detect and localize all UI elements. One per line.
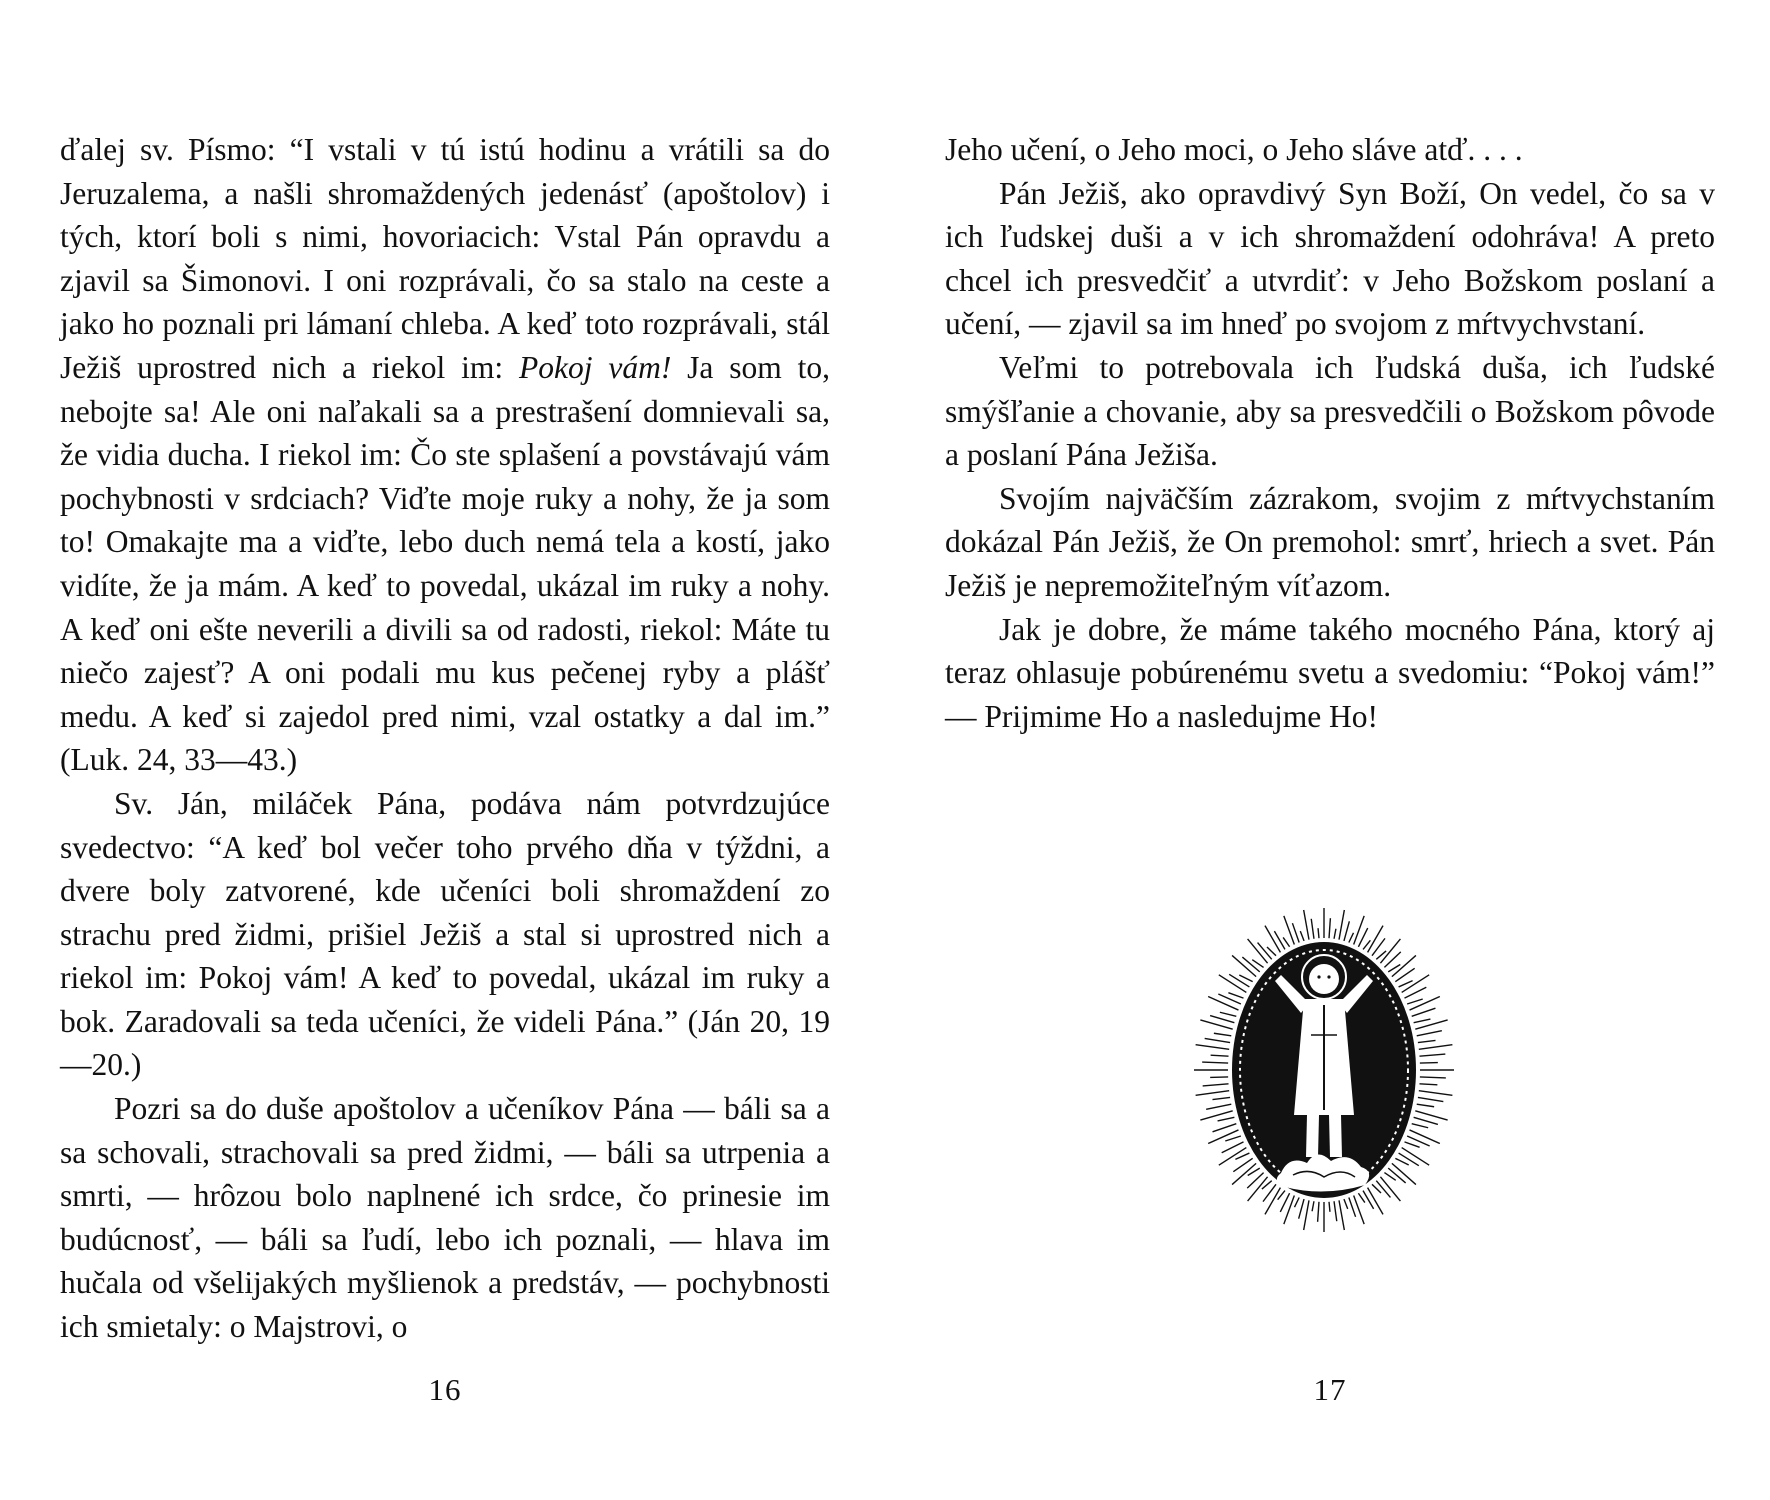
left-page-text	[60, 128, 830, 1349]
ray	[1206, 1104, 1231, 1109]
ray	[1214, 1033, 1231, 1036]
ray	[1368, 1188, 1383, 1215]
ray	[1210, 1077, 1228, 1078]
ray	[1419, 1084, 1437, 1085]
ray	[1344, 1199, 1348, 1209]
ray	[1280, 1193, 1289, 1212]
left-page	[60, 0, 830, 1500]
ray	[1274, 931, 1285, 949]
ray	[1354, 916, 1365, 945]
ray	[1211, 1055, 1229, 1056]
right-page	[945, 0, 1715, 1500]
ray	[1196, 1045, 1230, 1050]
ray	[1349, 1198, 1356, 1217]
ray	[1417, 1104, 1434, 1107]
ray	[1405, 1142, 1420, 1147]
ray	[1203, 1084, 1229, 1086]
paragraph: Pozri sa do duše apoštolov a učeníkov Pána — báli sa a sa schovali, strachovali sa pred židmi, — báli sa utrpenia a smrti, — hrôzou bolo naplnené ich srdce, čo prinesie im budúcnosť, — báli sa ľudí, lebo ich poznali, — hlava im hučala od všelijakých myšlienok a predstáv, — pochybnosti ich smietaly: o Majstrovi, o	[60, 1091, 830, 1345]
ray	[1412, 1124, 1428, 1128]
ray	[1265, 926, 1280, 953]
paragraph: Svojím najväčším zázrakom, svojim z mŕtvychstaním dokázal Pán Ježiš, že On premohol: smrť, hriech a svet. Pán Ježiš je nepremožiteľným víťazom.	[945, 480, 1715, 603]
ray	[1329, 1202, 1330, 1212]
ray	[1210, 1016, 1234, 1023]
paragraph: ďalej sv. Písmo: “I vstali v tú istú hodinu a vrátili sa do Jeruzalema, a našli shromaždených jedenásť (apoštolov) i tých, ktorí boli s nimi, hovoriacich: Vstal Pán opravdu a zjavil sa Šimonovi. I oni rozprávali, čo sa stalo na ceste a jako ho poznali pri lámaní chleba. A keď toto rozprávali, stál Ježiš uprostred nich a riekol im: Pokoj vám! Ja som to, nebojte sa! Ale oni naľakali sa a prestrašení domnievali sa, že vidia ducha. I riekol im: Čo ste splašení a povstávajú vám pochybnosti v srdciach? Viďte moje ruky a nohy, že ja som to! Omakajte ma a viďte, lebo duch nemá tela a kostí, jako vidíte, že ja mám. A keď to povedal, ukázal im ruky a nohy. A keď oni ešte neverili a divili sa od radosti, riekol: Máte tu niečo zajesť? A oni podali mu kus pečenej ryby a plášť medu. A keď si zajedol pred nimi, vzal ostatky a dal im.” (Luk. 24, 33—43.)	[60, 132, 830, 778]
ray	[1363, 940, 1370, 949]
ray	[1358, 1193, 1364, 1202]
ray	[1414, 1117, 1438, 1124]
ray	[1339, 910, 1344, 940]
ray	[1212, 1097, 1230, 1099]
ray	[1225, 1136, 1241, 1141]
ray	[1417, 1031, 1442, 1036]
paragraph: Jak je dobre, že máme takého mocného Pána, ktorý aj teraz ohlasuje pobúrenému svetu a svedomiu: “Pokoj vám!” — Prijmime Ho a nasledujme Ho!	[945, 611, 1715, 734]
paragraph: Veľmi to potrebovala ich ľudská duša, ich ľudské smýšľanie a chovanie, aby sa presvedčili o Božskom pôvode a poslaní Pána Ježiša.	[945, 349, 1715, 473]
ray	[1213, 1124, 1237, 1132]
ray	[1248, 1177, 1268, 1201]
ray	[1205, 1038, 1230, 1042]
ray	[1239, 975, 1252, 982]
ray	[1312, 1201, 1314, 1211]
ray	[1202, 1062, 1228, 1063]
christ-child-emblem	[1189, 905, 1459, 1235]
ray	[1392, 955, 1416, 976]
paragraph: Sv. Ján, miláček Pána, podáva nám potvrdzujúce svedectvo: “A keď bol večer toho prvého dňa v týždni, a dvere boly zatvorené, kde učeníci boli shromaždení zo strachu pred židmi, prišiel Ježiš a stal si uprostred nich a riekol im: Pokoj vám! A keď to povedal, ukázal im ruky a bok. Zaradovali sa teda učeníci, že videli Pána.” (Ján 20, 19—20.)	[60, 785, 830, 1083]
ray	[1419, 1091, 1453, 1096]
ray	[1220, 1012, 1236, 1016]
ray	[1232, 1163, 1256, 1184]
ray	[1304, 910, 1309, 940]
ray	[1407, 999, 1423, 1004]
ray	[1334, 1201, 1337, 1221]
ray	[1265, 1188, 1280, 1215]
ray	[1419, 1054, 1445, 1056]
ray	[1339, 1200, 1344, 1230]
ray	[1318, 1202, 1319, 1222]
ray	[1380, 939, 1400, 963]
ray	[1376, 1181, 1390, 1198]
ray	[1300, 931, 1304, 941]
ray	[1284, 1196, 1295, 1225]
ray	[1304, 1200, 1309, 1230]
ray	[1292, 923, 1299, 942]
page-number-left: 16	[428, 1372, 462, 1407]
ray	[1410, 1130, 1440, 1144]
ray	[1349, 933, 1354, 943]
ray	[1218, 1117, 1235, 1121]
ray	[1358, 928, 1367, 947]
ray	[1388, 1168, 1405, 1183]
ray	[1242, 957, 1259, 972]
ray	[1418, 1040, 1436, 1042]
ray	[1329, 918, 1330, 938]
ray	[1283, 937, 1289, 946]
ray	[1318, 928, 1319, 938]
ray	[1414, 1019, 1431, 1023]
ray	[1402, 1148, 1430, 1166]
ray	[1294, 1198, 1299, 1208]
ray	[1344, 921, 1349, 941]
ray	[1395, 1158, 1408, 1165]
ray	[1363, 1191, 1374, 1209]
ray	[1208, 996, 1238, 1010]
ray	[1420, 1063, 1438, 1064]
ray	[1419, 1045, 1453, 1050]
ray	[1228, 993, 1243, 998]
ray	[1229, 974, 1249, 987]
paragraph: Jeho učení, o Jeho moci, o Jeho sláve atď. . . .	[945, 132, 1523, 167]
ray	[1258, 943, 1272, 960]
ray	[1368, 926, 1383, 953]
ray	[1420, 1077, 1446, 1078]
page-number-right: 17	[1313, 1372, 1347, 1407]
ray	[1334, 929, 1336, 939]
ray	[1412, 1008, 1436, 1016]
ray	[1399, 1153, 1419, 1166]
ray	[1311, 919, 1314, 939]
italic-phrase: Pokoj vám!	[519, 349, 672, 385]
ray	[1299, 1199, 1304, 1219]
ray	[1278, 1191, 1285, 1200]
ray	[1196, 1091, 1230, 1096]
right-page-text	[945, 128, 1715, 738]
paragraph: Pán Ježiš, ako opravdivý Syn Boží, On vedel, čo sa v ich ľudskej duši a v ich shromaždení odohráva! A preto chcel ich presvedčiť a utvrdiť: v Jeho Božskom poslaní a učení, — zjavil sa im hneď po svojom z mŕtvychvstaní.	[945, 175, 1715, 342]
ray	[1219, 975, 1247, 993]
ray	[1418, 1097, 1443, 1101]
